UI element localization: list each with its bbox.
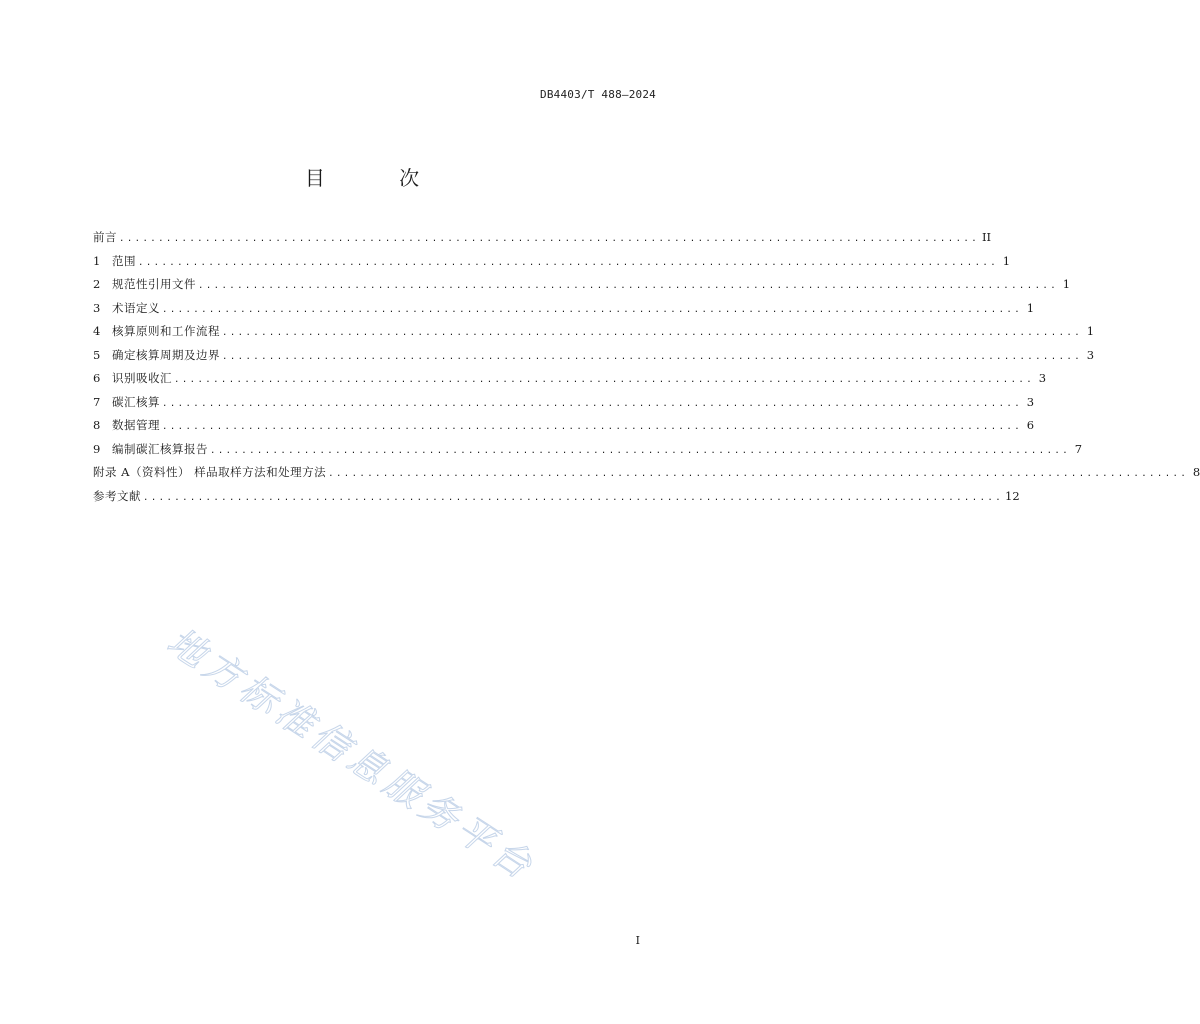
toc-label: 附录 A（资料性） 样品取样方法和处理方法 (93, 465, 327, 479)
toc-row[interactable] (93, 461, 1200, 485)
toc-label: 术语定义 (112, 300, 160, 315)
toc-leader: .............................................................................................................. (222, 351, 1083, 362)
toc-number: 6 (93, 371, 101, 385)
page-number: I (635, 934, 640, 947)
toc-row[interactable] (93, 391, 1035, 415)
toc-leader: .............................................................................................................. (162, 398, 1023, 409)
toc-row[interactable] (93, 438, 1083, 462)
toc-row[interactable] (93, 320, 1095, 344)
toc-row[interactable] (93, 367, 1047, 391)
toc-page: 7 (1074, 441, 1083, 456)
toc-page: 1 (1062, 277, 1071, 291)
toc-page: 1 (1086, 324, 1095, 338)
toc-leader: .............................................................................................................. (143, 492, 1004, 503)
document-code: DB4403/T 488—2024 (540, 88, 656, 101)
toc-number: 8 (93, 418, 101, 432)
toc-number: 2 (93, 277, 101, 291)
toc-row[interactable] (93, 226, 992, 250)
toc-row[interactable] (93, 250, 1011, 274)
table-of-contents (93, 226, 1200, 508)
watermark: 地方标准信息服务平台 (159, 619, 544, 890)
toc-leader: .............................................................................................................. (210, 445, 1071, 456)
toc-row[interactable] (93, 485, 1020, 509)
toc-row[interactable] (93, 344, 1095, 368)
toc-label: 规范性引用文件 (112, 277, 196, 291)
toc-title: 目 次 (304, 166, 454, 190)
toc-page: 8 (1192, 465, 1200, 479)
toc-leader: .............................................................................................................. (162, 422, 1023, 432)
toc-row[interactable] (93, 273, 1071, 297)
toc-leader: .............................................................................................................. (119, 234, 980, 244)
toc-label: 参考文献 (93, 488, 141, 503)
toc-leader: .............................................................................................................. (162, 304, 1023, 315)
toc-leader: .............................................................................................................. (198, 281, 1059, 291)
toc-number: 9 (93, 441, 101, 456)
toc-label: 识别吸收汇 (112, 371, 172, 385)
toc-label: 范围 (112, 253, 136, 268)
toc-number: 1 (93, 253, 101, 268)
toc-label: 确定核算周期及边界 (112, 347, 220, 362)
toc-label: 数据管理 (112, 418, 160, 432)
toc-number: 7 (93, 394, 101, 409)
toc-page: 6 (1026, 418, 1035, 432)
toc-leader: .............................................................................................................. (174, 375, 1035, 385)
toc-label: 前言 (93, 230, 117, 244)
toc-page: 3 (1038, 371, 1047, 385)
toc-leader: .............................................................................................................. (222, 328, 1083, 338)
toc-page: 3 (1086, 347, 1095, 362)
toc-number: 5 (93, 347, 101, 362)
toc-page: II (981, 230, 992, 244)
toc-row[interactable] (93, 297, 1035, 321)
toc-leader: .............................................................................................................. (138, 257, 999, 268)
toc-page: 3 (1026, 394, 1035, 409)
toc-label: 碳汇核算 (112, 394, 160, 409)
toc-number: 4 (93, 324, 101, 338)
toc-leader: .............................................................................................................. (328, 469, 1189, 479)
toc-page: 1 (1002, 253, 1011, 268)
toc-number: 3 (93, 300, 101, 315)
toc-page: 1 (1026, 300, 1035, 315)
toc-row[interactable] (93, 414, 1035, 438)
toc-page: 12 (1005, 488, 1020, 503)
toc-label: 核算原则和工作流程 (112, 324, 220, 338)
toc-label: 编制碳汇核算报告 (112, 441, 208, 456)
